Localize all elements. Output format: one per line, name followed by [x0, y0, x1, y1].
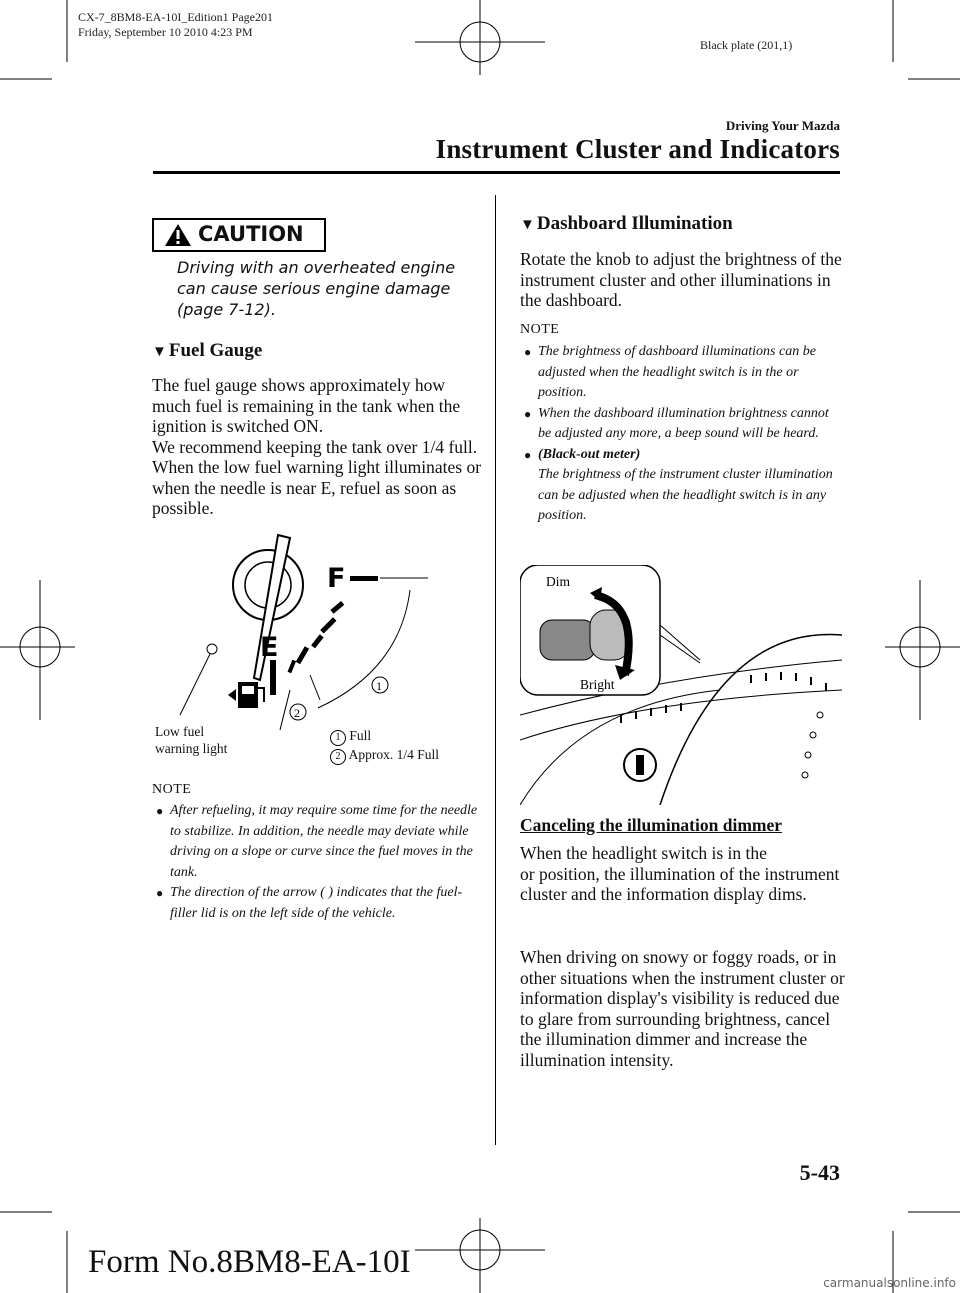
file-info [78, 10, 273, 40]
fuel-gauge-heading [152, 340, 262, 362]
gauge-full-letter: F [327, 563, 346, 594]
fuel-note-2: ● The direction of the arrow ( ) indicates that the fuel-filler lid is on the left side of the vehicle. [156, 885, 463, 921]
legend-quarter: Approx. 1/4 Full [348, 747, 440, 762]
dashboard-body: Rotate the knob to adjust the brightness of the instrument cluster and other illuminations in the dashboard. [520, 249, 842, 310]
gauge-empty-letter: E [260, 632, 279, 663]
canceling-para-2: When driving on snowy or foggy roads, or in other situations when the instrument cluster or information display's visibility is reduced due to glare from surrounding brightness, cancel the illumination dimmer and increase the illumination intensity. [520, 947, 845, 1070]
file-date: Friday, September 10 2010 4:23 PM [78, 25, 253, 39]
legend-callout-2: 2 [330, 749, 346, 765]
fuel-gauge-body: The fuel gauge shows approximately how much fuel is remaining in the tank when the ignition is switched ON. We recommend keeping the tank over 1/4 full. When the low fuel warning light illuminates or when the needle is near E, refuel as soon as possible. [152, 375, 482, 518]
column-divider [495, 195, 496, 1145]
page-title: Instrument Cluster and Indicators [435, 134, 840, 164]
legend-callout-1: 1 [330, 730, 346, 746]
dashboard-heading [520, 213, 733, 235]
triangle-bullet-icon: ▼ [152, 344, 167, 360]
canceling-heading: Canceling the illumination dimmer [520, 815, 783, 835]
dashboard-notes [520, 342, 842, 527]
page-number: 5-43 [799, 1160, 840, 1185]
section-label: Driving Your Mazda [725, 118, 840, 133]
fuel-gauge-heading-text: Fuel Gauge [168, 340, 263, 361]
plate-info: Black plate (201,1) [700, 38, 793, 52]
file-name: CX-7_8BM8-EA-10I_Edition1 Page201 [78, 10, 273, 24]
fuel-note-2-text: The direction of the arrow ( ) indicates that the fuel-filler lid is on the left side of the vehicle. [170, 885, 463, 921]
fuel-notes [152, 801, 484, 924]
fuel-note-heading: NOTE [152, 782, 192, 797]
fuel-pump-icon [228, 682, 264, 708]
form-number: Form No.8BM8-EA-10I [88, 1244, 411, 1280]
dimmer-figure [520, 565, 842, 805]
dashboard-heading-text: Dashboard Illumination [536, 213, 733, 234]
caution-text: Driving with an overheated engine can cause serious engine damage (page 7-12). [177, 258, 456, 319]
warning-triangle-icon [164, 223, 192, 247]
legend-full: Full [349, 728, 372, 743]
dashboard-note-3-text: The brightness of the instrument cluster illumination can be adjusted when the headlight switch is in any position. [538, 467, 833, 523]
low-fuel-label: Low fuel warning light [155, 724, 228, 756]
caution-banner [152, 218, 326, 252]
callout-2: 2 [294, 706, 300, 720]
canceling-para-1: When the headlight switch is in the or position, the illumination of the instrument cluster and the information display dims. [520, 843, 840, 904]
gauge-legend [330, 727, 439, 765]
dashboard-note-3-title: (Black-out meter) [538, 446, 641, 462]
dashboard-note-2: ● When the dashboard illumination brightness cannot be adjusted any more, a beep sound will be heard. [524, 405, 829, 441]
dashboard-note-1-text: The brightness of dashboard illuminations can be adjusted when the headlight switch is in the or position. [538, 344, 816, 400]
dashboard-note-heading: NOTE [520, 322, 560, 337]
fuel-note-1: ● After refueling, it may require some time for the needle to stabilize. In addition, the needle may deviate while driving on a slope or curve since the fuel moves in the tank. [156, 803, 478, 880]
triangle-bullet-icon: ▼ [520, 217, 535, 233]
watermark: carmanualsonline.info [823, 1276, 956, 1290]
dashboard-note-2-text: When the dashboard illumination brightness cannot be adjusted any more, a beep sound will be heard. [538, 405, 829, 441]
caution-label: CAUTION [198, 222, 304, 246]
dashboard-note-1: ● The brightness of dashboard illuminations can be adjusted when the headlight switch is in the or position. [524, 344, 816, 400]
gauge-ticks [270, 576, 378, 695]
callout-1: 1 [376, 679, 382, 693]
dim-label: Dim [546, 574, 571, 589]
fuel-note-1-text: After refueling, it may require some time for the needle to stabilize. In addition, the needle may deviate while driving on a slope or curve since the fuel moves in the tank. [170, 803, 478, 880]
bright-label: Bright [580, 677, 615, 692]
dashboard-note-3: ● (Black-out meter) The brightness of the instrument cluster illumination can be adjusted when the headlight switch is in any position. [524, 446, 833, 523]
header-rule [153, 171, 840, 174]
